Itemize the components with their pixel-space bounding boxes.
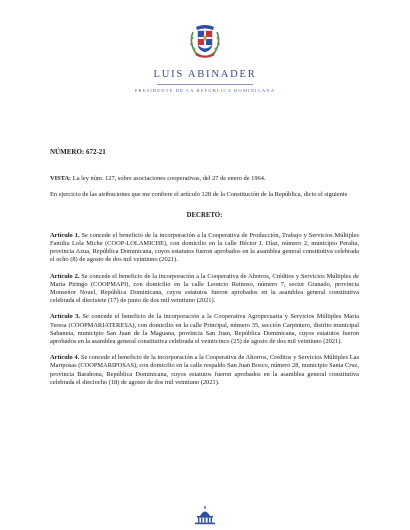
decree-body [50, 148, 359, 395]
vista-text: La ley núm. 127, sobre asociaciones cooperativas, del 27 de enero de 1964. [72, 175, 266, 183]
article-label: Artículo 2. [50, 272, 80, 280]
article-2 [50, 273, 359, 306]
article-text: Se concede el beneficio de la incorporación a la Cooperativa Agropecuaria y Servicios Múltiples María Teresa (COOPMARIATERESA), con domicilio en la calle Principal, número 35, sección Carpintero, distrito municipal Sabaneta, municipio San Juan de la Maguana, provincia San Juan, República Dominicana, cuyos estatutos fueron aprobados en la asamblea general constitutiva celebrada el veinticinco (25) de agosto de dos mil veintiuno (2021). [50, 313, 359, 346]
decree-number-label: NÚMERO: [50, 148, 85, 156]
article-text: Se concede el beneficio de la incorporación a la Cooperativa de Ahorros, Créditos y Servicios Múltiples Las Mariposas (COOPMARIPOSAS), con domicilio en la calle respaldo San Juan Bosco, número 28, municipio Santa Cruz, provincia Barahona, República Dominicana, cuyos estatutos fueron aprobados en la asamblea general constitutiva celebrada el dieciocho (18) de agosto de dos mil veintiuno (2021). [50, 354, 359, 386]
article-label: Artículo 4. [50, 354, 80, 362]
article-1 [50, 232, 359, 265]
coat-of-arms-icon [185, 20, 225, 60]
articles-list [50, 232, 359, 387]
president-name: LUIS ABINADER [153, 69, 257, 80]
article-text: Se concede el beneficio de la incorporación a la Cooperativa de Producción, Trabajo y Servicios Múltiples Familia Lola Miche (COOP-LOLAMICHE), con domicilio en la calle Héctor J. Díaz, número 2, municipio Peralta, provincia Azua, República Dominicana, cuyos estatutos fueron aprobados en la asamblea general constitutiva celebrada el ocho (8) de agosto de dos mil veintiuno (2021). [50, 231, 360, 264]
article-label: Artículo 3. [50, 313, 80, 321]
decreto-heading: DECRETO: [186, 211, 223, 219]
header-divider [157, 84, 253, 85]
decree-number [50, 148, 359, 156]
article-3 [50, 313, 359, 346]
intro-paragraph: En ejercicio de las atribuciones que me confiere el artículo 128 de la Constitución de la República, dicto el siguiente [50, 191, 348, 199]
president-title: PRESIDENTE DE LA REPÚBLICA DOMINICANA [134, 88, 276, 93]
decree-number-value: 672-21 [85, 148, 106, 156]
article-text: Se concede el beneficio de la incorporación a la Cooperativa de Ahorros, Créditos y Servicios Múltiples de María Piringo (COOPMAPI), con domicilio en la calle Leoncio Reinoso, número 7, sector Granado, provincia Monseñor Nouel, República Dominicana, cuyos estatutos fueron aprobados en la asamblea general constitutiva celebrada el diecisiete (17) de junio de dos mil veintiuno (2021). [50, 272, 359, 305]
vista-label: VISTA: [50, 175, 72, 183]
palace-dome-icon [192, 505, 218, 525]
article-label: Artículo 1. [50, 231, 80, 239]
vista-paragraph [50, 175, 359, 183]
letterhead [0, 20, 410, 93]
article-4 [50, 354, 359, 387]
